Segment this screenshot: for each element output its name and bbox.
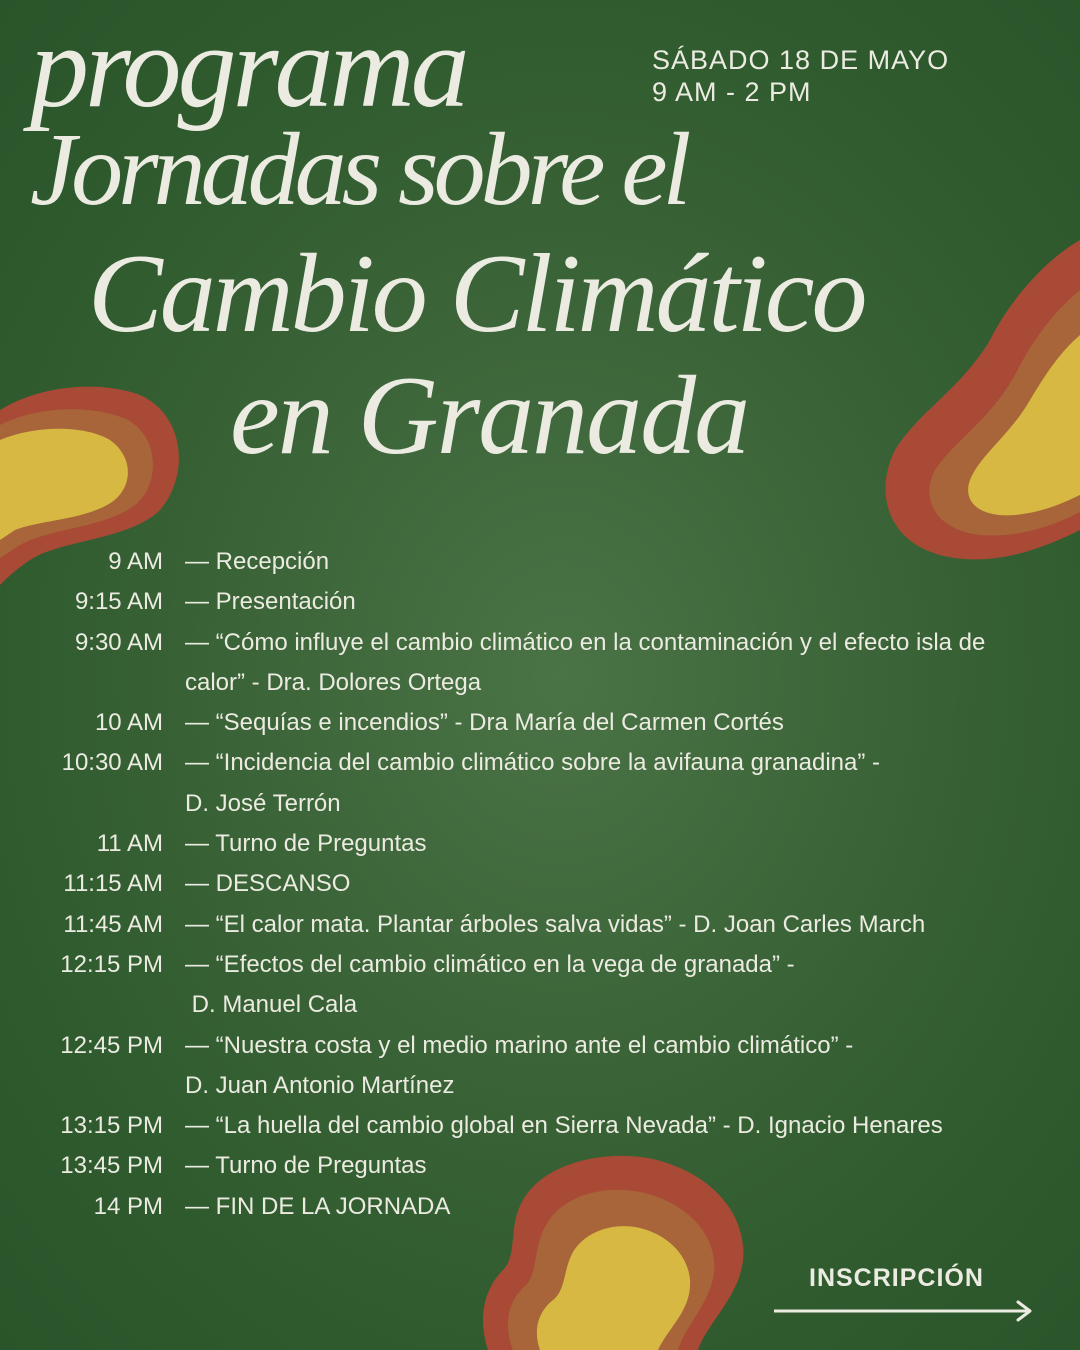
event-date: SÁBADO 18 DE MAYO xyxy=(652,45,950,75)
schedule-time: 10:30 AM xyxy=(61,749,163,777)
event-hours: 9 AM - 2 PM xyxy=(652,77,812,107)
schedule-item xyxy=(0,623,1080,704)
arrow-right-icon xyxy=(774,1296,1036,1326)
schedule-item xyxy=(0,1187,1080,1227)
schedule-description: — “Sequías e incendios” - Dra María del Carmen Cortés xyxy=(185,709,784,737)
schedule-description: — “El calor mata. Plantar árboles salva vidas” - D. Joan Carles March xyxy=(185,910,926,938)
schedule-item xyxy=(0,864,1080,904)
schedule-time: 11 AM xyxy=(96,830,163,858)
inscripcion-link[interactable] xyxy=(774,1258,1034,1338)
schedule-item xyxy=(0,824,1080,864)
schedule-description-line: — “Nuestra costa y el medio marino ante el cambio climático” - xyxy=(185,1031,854,1059)
schedule-item xyxy=(0,542,1080,582)
title-line-jornadas: Jornadas sobre el xyxy=(30,112,687,227)
schedule-description: — “Cómo influye el cambio climático en la contaminación y el efecto isla de calor” - Dra. Dolores Ortega xyxy=(185,628,986,696)
schedule-time: 13:15 PM xyxy=(60,1112,163,1140)
schedule-time: 14 PM xyxy=(93,1192,163,1220)
schedule-description: — Turno de Preguntas xyxy=(185,830,427,858)
schedule-description: — Presentación xyxy=(185,588,356,616)
schedule-time: 9 AM xyxy=(108,548,163,575)
schedule-speaker: D. Manuel Cala xyxy=(185,991,358,1019)
schedule-time: 13:45 PM xyxy=(60,1152,163,1180)
title-line-cambio-climatico: Cambio Climático xyxy=(88,232,865,356)
schedule-item xyxy=(0,582,1080,622)
schedule-description: — Recepción xyxy=(185,548,330,575)
schedule-time: 11:15 AM xyxy=(63,870,163,898)
schedule-time: 12:15 PM xyxy=(60,950,163,978)
title-programa: programa xyxy=(30,1,466,132)
schedule-item xyxy=(0,945,1080,1026)
schedule-description-line: — “Incidencia del cambio climático sobre la avifauna granadina” - xyxy=(185,749,881,777)
schedule-description: — DESCANSO xyxy=(185,870,351,898)
schedule-description xyxy=(185,1026,1033,1107)
schedule-time: 9:15 AM xyxy=(74,588,163,616)
schedule-item xyxy=(0,1146,1080,1186)
schedule-time: 12:45 PM xyxy=(60,1031,163,1059)
schedule-item xyxy=(0,1026,1080,1107)
inscripcion-label: INSCRIPCIÓN xyxy=(809,1264,984,1292)
schedule-list xyxy=(0,542,1080,1227)
schedule-description-line: — “Efectos del cambio climático en la vega de granada” - xyxy=(185,950,795,978)
schedule-item xyxy=(0,905,1080,945)
schedule-description xyxy=(185,945,1033,1026)
schedule-time: 9:30 AM xyxy=(74,628,163,656)
schedule-description: — Turno de Preguntas xyxy=(185,1152,427,1180)
schedule-item xyxy=(0,743,1080,824)
schedule-speaker: D. Juan Antonio Martínez xyxy=(185,1071,455,1099)
schedule-time: 11:45 AM xyxy=(63,910,163,938)
event-date-block xyxy=(652,44,949,108)
schedule-description xyxy=(185,743,1033,824)
schedule-item xyxy=(0,703,1080,743)
schedule-description: — FIN DE LA JORNADA xyxy=(185,1192,451,1220)
schedule-time: 10 AM xyxy=(94,709,163,737)
schedule-speaker: D. José Terrón xyxy=(185,789,341,817)
schedule-item xyxy=(0,1106,1080,1146)
schedule-description: — “La huella del cambio global en Sierra Nevada” - D. Ignacio Henares xyxy=(185,1112,943,1140)
title-line-granada: en Granada xyxy=(230,354,749,478)
